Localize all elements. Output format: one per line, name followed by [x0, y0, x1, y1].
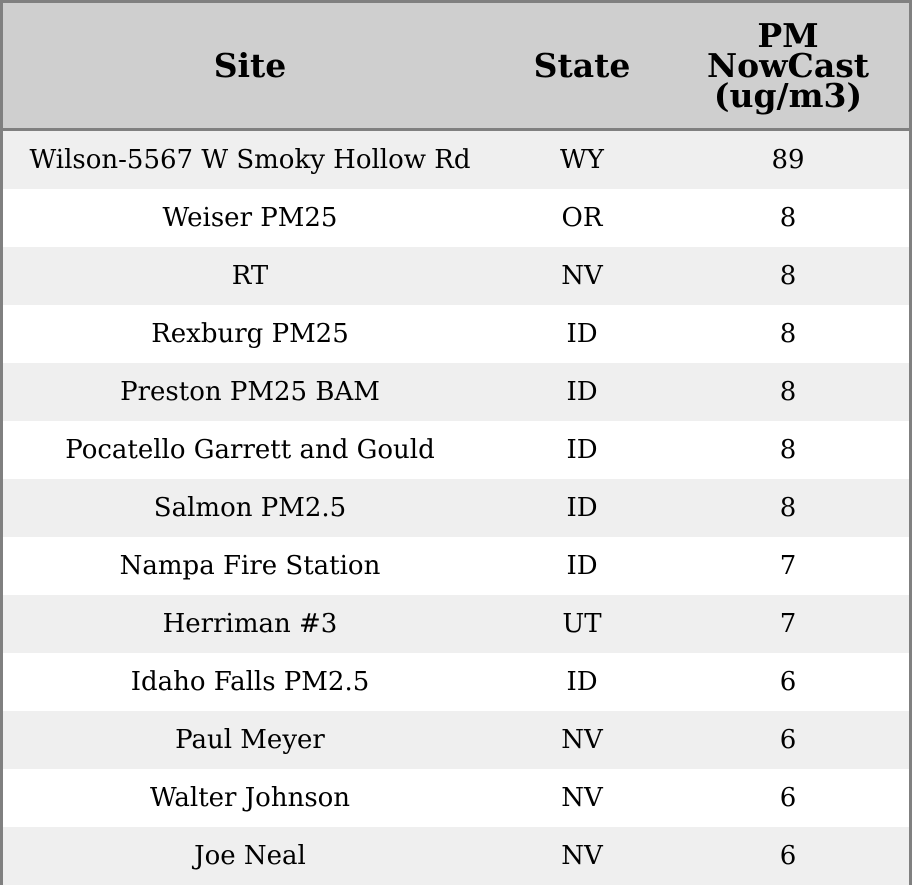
site-cell: Herriman #3	[3, 595, 497, 653]
pm-value-cell: 6	[667, 653, 909, 711]
state-cell: WY	[497, 130, 667, 190]
state-cell: OR	[497, 189, 667, 247]
state-cell: ID	[497, 363, 667, 421]
pm-value-cell: 89	[667, 130, 909, 190]
state-cell: ID	[497, 479, 667, 537]
table-row	[3, 595, 909, 653]
site-cell: Rexburg PM25	[3, 305, 497, 363]
state-cell: NV	[497, 827, 667, 885]
pm-value-cell: 8	[667, 305, 909, 363]
pm-value-cell: 8	[667, 189, 909, 247]
site-cell: Paul Meyer	[3, 711, 497, 769]
site-cell: Nampa Fire Station	[3, 537, 497, 595]
header-pm-line-3: (ug/m3)	[713, 75, 863, 115]
table-row	[3, 130, 909, 190]
header-site	[3, 3, 497, 130]
state-cell: NV	[497, 711, 667, 769]
site-cell: Weiser PM25	[3, 189, 497, 247]
pm-value-cell: 8	[667, 421, 909, 479]
table-row	[3, 653, 909, 711]
state-cell: UT	[497, 595, 667, 653]
header-state-label: State	[533, 45, 631, 85]
table-row	[3, 827, 909, 885]
header-row	[3, 3, 909, 130]
state-cell: ID	[497, 305, 667, 363]
site-cell: Wilson-5567 W Smoky Hollow Rd	[3, 130, 497, 190]
pm-value-cell: 8	[667, 247, 909, 305]
table-row	[3, 479, 909, 537]
table-row	[3, 711, 909, 769]
site-cell: Salmon PM2.5	[3, 479, 497, 537]
site-cell: Joe Neal	[3, 827, 497, 885]
site-cell: Pocatello Garrett and Gould	[3, 421, 497, 479]
pm-value-cell: 8	[667, 363, 909, 421]
pm-value-cell: 7	[667, 537, 909, 595]
pm-value-cell: 7	[667, 595, 909, 653]
header-pm-line-1: PM	[757, 15, 819, 55]
table-body	[3, 130, 909, 885]
pm-value-cell: 6	[667, 769, 909, 827]
pm-value-cell: 6	[667, 827, 909, 885]
table-row	[3, 363, 909, 421]
table-row	[3, 247, 909, 305]
pm-value-cell: 6	[667, 711, 909, 769]
table-row	[3, 421, 909, 479]
state-cell: ID	[497, 653, 667, 711]
table-row	[3, 537, 909, 595]
table-row	[3, 189, 909, 247]
table-row	[3, 305, 909, 363]
header-pm-line-2: NowCast	[706, 45, 870, 85]
site-cell: Preston PM25 BAM	[3, 363, 497, 421]
site-cell: RT	[3, 247, 497, 305]
pm-value-cell: 8	[667, 479, 909, 537]
state-cell: ID	[497, 537, 667, 595]
site-cell: Idaho Falls PM2.5	[3, 653, 497, 711]
state-cell: NV	[497, 247, 667, 305]
pm-nowcast-table	[3, 3, 909, 885]
table-row	[3, 769, 909, 827]
header-state	[497, 3, 667, 130]
site-cell: Walter Johnson	[3, 769, 497, 827]
header-site-label: Site	[213, 45, 287, 85]
table-header	[3, 3, 909, 130]
state-cell: ID	[497, 421, 667, 479]
state-cell: NV	[497, 769, 667, 827]
header-pm-nowcast	[667, 3, 909, 130]
